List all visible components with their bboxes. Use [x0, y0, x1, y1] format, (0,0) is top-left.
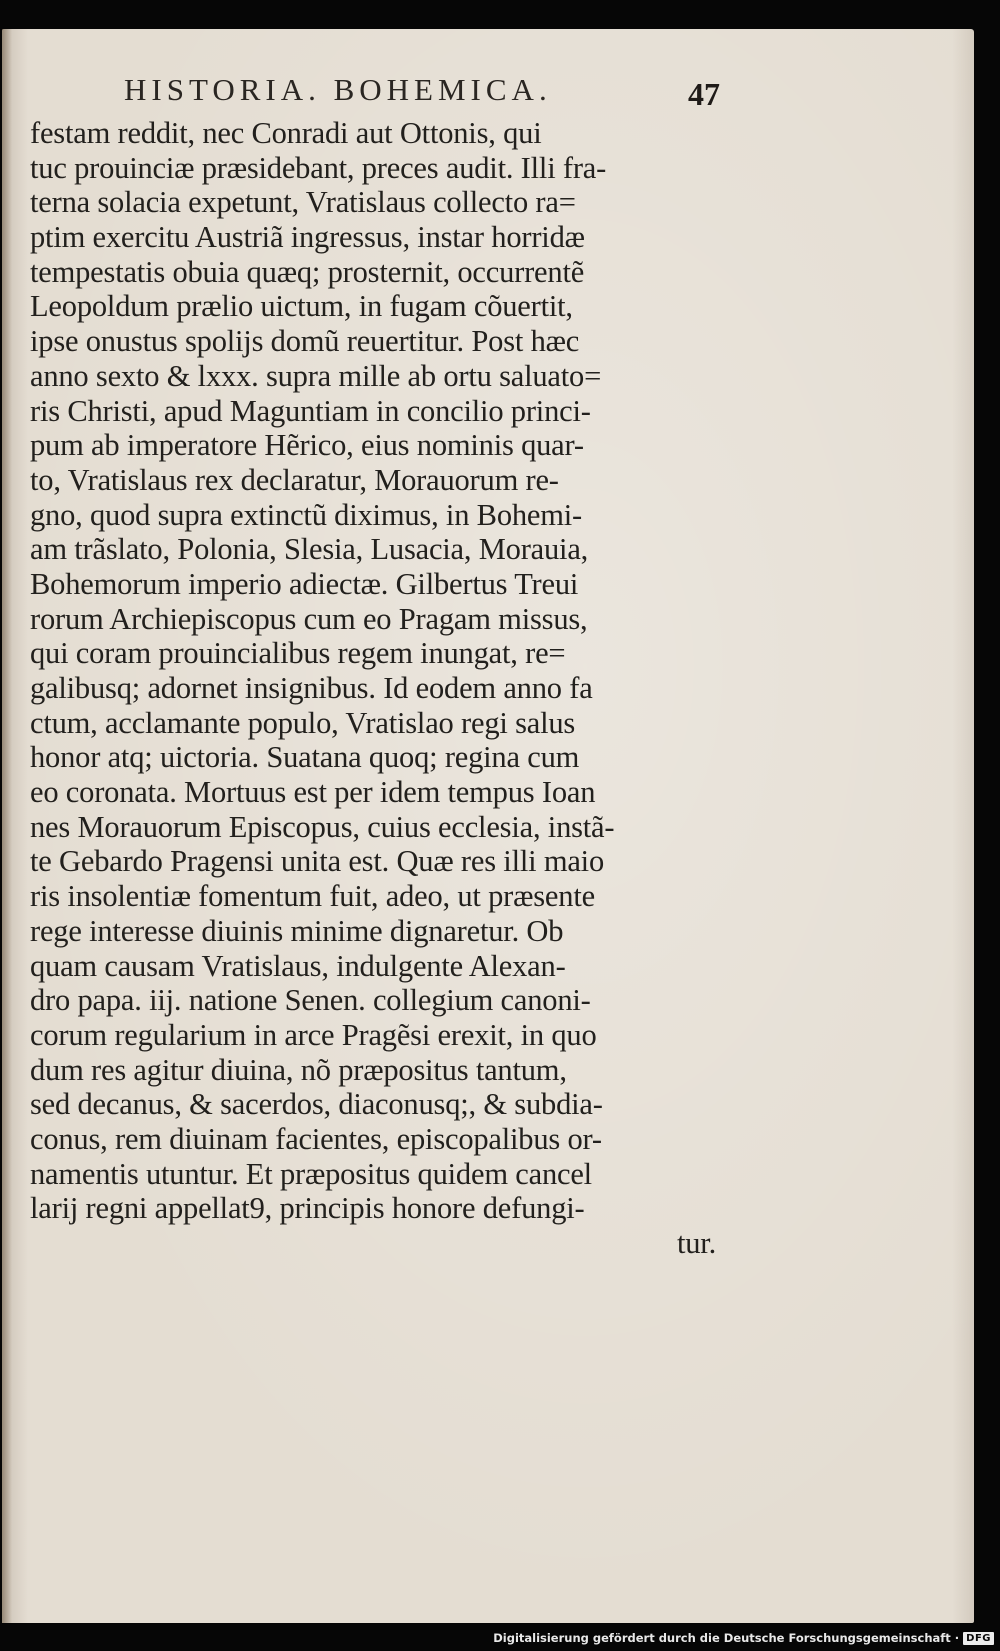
text-line: te Gebardo Pragensi unita est. Quæ res illi maio	[30, 844, 605, 879]
text-line: qui coram prouincialibus regem inungat, re=	[30, 636, 566, 671]
text-line: namentis utuntur. Et præpositus quidem cancel	[30, 1156, 592, 1191]
running-head	[0, 72, 1000, 112]
text-line: galibusq; adornet insignibus. Id eodem anno fa	[30, 671, 593, 705]
text-line: Bohemorum imperio adiectæ. Gilbertus Treui	[30, 566, 579, 601]
text-line: rorum Archiepiscopus cum eo Pragam missus,	[30, 601, 588, 636]
running-head-title: HISTORIA. BOHEMICA.	[124, 72, 552, 107]
text-line: ipse onustus spolijs domũ reuertitur. Post hæc	[30, 324, 580, 359]
text-line: Leopoldum prælio uictum, in fugam cõuertit,	[30, 289, 573, 324]
text-line: dum res agitur diuina, nõ præpositus tantum,	[30, 1052, 567, 1087]
page-number: 47	[688, 76, 720, 112]
text-line: anno sexto & lxxx. supra mille ab ortu saluato=	[30, 358, 602, 393]
text-line: rege interesse diuinis minime dignaretur. Ob	[30, 913, 564, 948]
body-text	[30, 116, 730, 1261]
text-line: larij regni appellat9, principis honore defungi-	[30, 1191, 585, 1226]
text-line: gno, quod supra extinctũ diximus, in Bohemi-	[30, 497, 583, 532]
text-line: nes Morauorum Episcopus, cuius ecclesia, instã-	[30, 809, 615, 844]
text-line: conus, rem diuinam facientes, episcopalibus or-	[30, 1121, 602, 1156]
text-line: tuc prouinciæ præsidebant, preces audit. Illi fra-	[30, 150, 607, 185]
text-line: tempestatis obuia quæq; prosternit, occurrentẽ	[30, 254, 585, 289]
credit-text: Digitalisierung gefördert durch die Deutsche Forschungsgemeinschaft ·	[493, 1631, 960, 1645]
page-gutter-shadow	[2, 29, 12, 1623]
text-line: sed decanus, & sacerdos, diaconusq;, & subdia-	[30, 1087, 603, 1122]
text-line: festam reddit, nec Conradi aut Ottonis, qui	[30, 116, 542, 150]
text-line: terna solacia expetunt, Vratislaus collecto ra=	[30, 185, 576, 220]
text-line-catchword: tur.	[676, 1226, 716, 1260]
dfg-logo: DFG	[963, 1632, 994, 1645]
text-line: eo coronata. Mortuus est per idem tempus Ioan	[30, 775, 596, 810]
text-line: honor atq; uictoria. Suatana quoq; regina cum	[30, 740, 580, 775]
text-line: am trãslato, Polonia, Slesia, Lusacia, Morauia,	[30, 532, 589, 567]
text-line: ptim exercitu Austriã ingressus, instar horridæ	[30, 220, 585, 255]
text-line: quam causam Vratislaus, indulgente Alexan-	[30, 948, 566, 983]
text-line: ris insolentiæ fomentum fuit, adeo, ut præsente	[30, 879, 595, 914]
text-line: corum regularium in arce Pragẽsi erexit, in quo	[30, 1017, 597, 1052]
text-line: to, Vratislaus rex declaratur, Morauorum re-	[30, 462, 559, 497]
text-line: pum ab imperatore Hẽrico, eius nominis quar-	[30, 428, 584, 463]
digitization-credit	[493, 1629, 994, 1647]
text-line: ris Christi, apud Maguntiam in concilio princi-	[30, 393, 591, 428]
text-line: ctum, acclamante populo, Vratislao regi salus	[30, 705, 576, 740]
text-line: dro papa. iij. natione Senen. collegium canoni-	[30, 983, 591, 1018]
